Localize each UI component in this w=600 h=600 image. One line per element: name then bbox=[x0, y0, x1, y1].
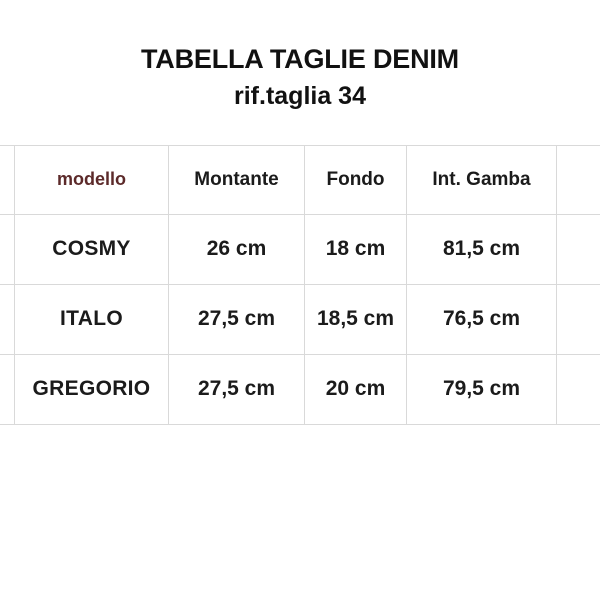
table-header bbox=[0, 145, 600, 214]
cell-montante: 27,5 cm bbox=[169, 354, 305, 424]
cell-modello: GREGORIO bbox=[15, 354, 169, 424]
spacer-cell-left bbox=[0, 145, 15, 214]
size-table bbox=[0, 145, 600, 425]
table-body bbox=[0, 214, 600, 424]
table-header-row bbox=[0, 145, 600, 214]
size-table-container bbox=[0, 145, 600, 425]
table-row bbox=[0, 354, 600, 424]
cell-modello: COSMY bbox=[15, 214, 169, 284]
spacer-cell-right bbox=[557, 354, 600, 424]
column-header-fondo: Fondo bbox=[305, 145, 407, 214]
column-header-montante: Montante bbox=[169, 145, 305, 214]
spacer-cell-left bbox=[0, 354, 15, 424]
table-row bbox=[0, 214, 600, 284]
cell-fondo: 18 cm bbox=[305, 214, 407, 284]
page-title: TABELLA TAGLIE DENIM bbox=[141, 44, 459, 74]
column-header-modello: modello bbox=[15, 145, 169, 214]
cell-fondo: 20 cm bbox=[305, 354, 407, 424]
spacer-cell-right bbox=[557, 145, 600, 214]
spacer-cell-right bbox=[557, 214, 600, 284]
page-subtitle: rif.taglia 34 bbox=[234, 82, 366, 111]
cell-modello: ITALO bbox=[15, 284, 169, 354]
cell-fondo: 18,5 cm bbox=[305, 284, 407, 354]
cell-montante: 26 cm bbox=[169, 214, 305, 284]
column-header-int-gamba: Int. Gamba bbox=[407, 145, 557, 214]
cell-montante: 27,5 cm bbox=[169, 284, 305, 354]
title-block bbox=[0, 44, 600, 111]
cell-int-gamba: 81,5 cm bbox=[407, 214, 557, 284]
cell-int-gamba: 76,5 cm bbox=[407, 284, 557, 354]
spacer-cell-right bbox=[557, 284, 600, 354]
spacer-cell-left bbox=[0, 284, 15, 354]
table-row bbox=[0, 284, 600, 354]
cell-int-gamba: 79,5 cm bbox=[407, 354, 557, 424]
spacer-cell-left bbox=[0, 214, 15, 284]
